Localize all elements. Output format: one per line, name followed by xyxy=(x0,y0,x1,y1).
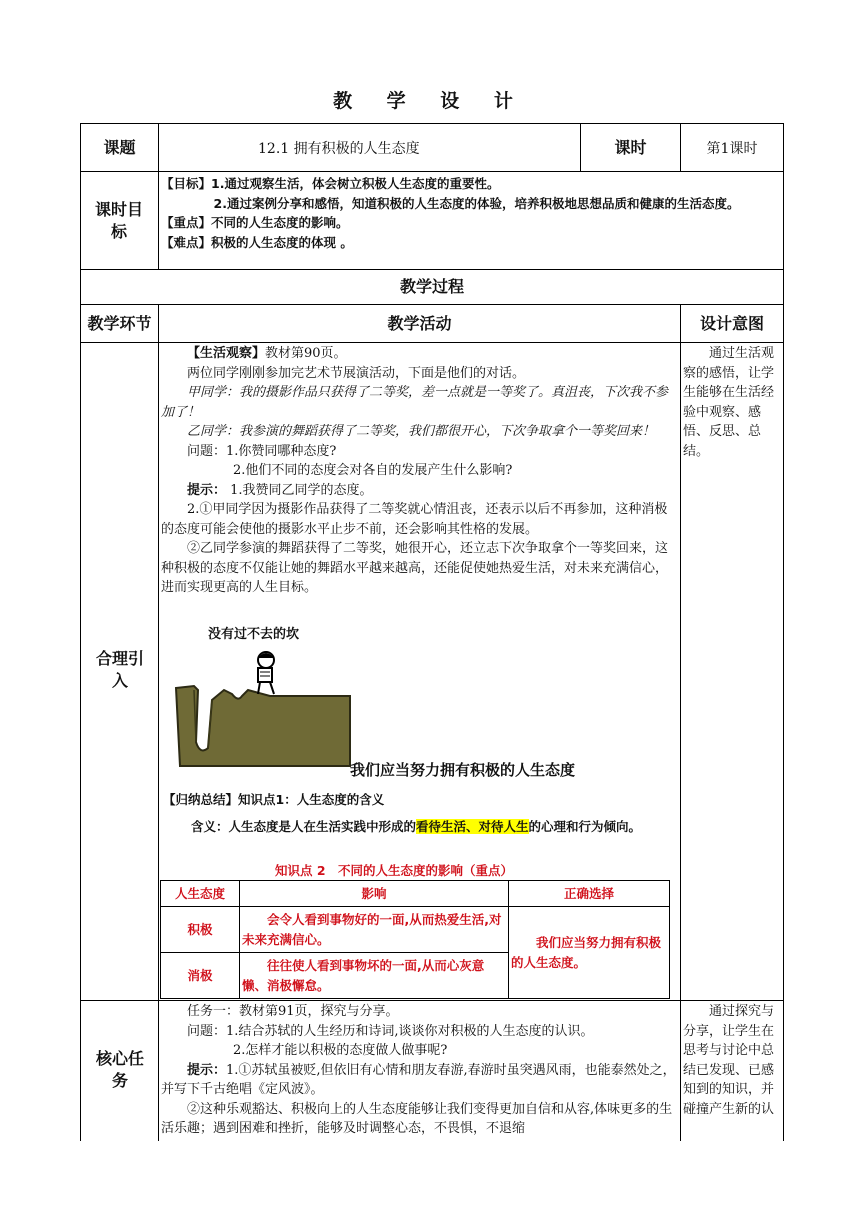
goals-text xyxy=(161,174,779,252)
section2-activity xyxy=(161,1002,677,1140)
task-question-1: 问题：1.结合苏轼的人生经历和诗词,谈谈你对积极的人生态度的认识。 xyxy=(187,1023,594,1039)
section1-stage: 合理引入 xyxy=(96,649,145,690)
task-hint-1: 1.①苏轼虽被贬,但依旧有心情和朋友春游,春游时虽突遇风雨，也能泰然处之，并写下千古绝唱《定风波》。 xyxy=(161,1062,676,1097)
summary-title: 【归纳总结】知识点1：人生态度的含义 xyxy=(163,792,385,807)
goal-line-4: 【难点】积极的人生态度的体现 。 xyxy=(161,234,353,250)
goal-line-2: 2.通过案例分享和感悟，知道积极的人生态度的体验，培养积极地思想品质和健康的生活态度。 xyxy=(213,195,740,211)
topic-value: 12.1 拥有积极的人生态度 xyxy=(258,140,420,157)
dialog-a: 甲同学：我的摄影作品只获得了二等奖，差一点就是一等奖了。真沮丧，下次我不参加了！ xyxy=(161,385,669,420)
col-stage: 教学环节 xyxy=(87,313,152,333)
table-header-choice: 正确选择 xyxy=(509,881,670,907)
col-intent: 设计意图 xyxy=(699,313,764,333)
task-hint-2: ②这种乐观豁达、积极向上的人生态度能够让我们变得更加自信和从容,体味更多的生活乐趣；遇到困难和挫折，能够及时调整心态，不畏惧，不退缩 xyxy=(161,1101,673,1136)
dialog-intro: 两位同学刚刚参加完艺术节展演活动，下面是他们的对话。 xyxy=(187,365,526,381)
image-caption: 我们应当努力拥有积极的人生态度 xyxy=(350,761,576,779)
section1-intent: 通过生活观察的感悟，让学生能够在生活经验中观察、感悟、反思、总结。 xyxy=(683,346,775,459)
table-cell-choice: 我们应当努力拥有积极的人生态度。 xyxy=(509,907,670,999)
definition-prefix: 含义：人生态度是人在生活实践中形成的 xyxy=(191,819,417,834)
period-value: 第1课时 xyxy=(706,140,758,157)
answer-3: ②乙同学参演的舞蹈获得了二等奖，她很开心，还立志下次争取拿个一等奖回来，这种积极的态度不仅能让她的舞蹈水平越来越高，还能促使她热爱生活，对未来充满信心，进而实现更高的人生目标。 xyxy=(161,541,669,595)
observation-title: 【生活观察】 xyxy=(187,346,266,361)
task-question-2: 2.怎样才能以积极的态度做人做事呢? xyxy=(233,1043,448,1058)
goal-line-1: 【目标】1.通过观察生活，体会树立积极人生态度的重要性。 xyxy=(161,176,500,191)
attitude-table xyxy=(160,880,670,999)
process-title: 教学过程 xyxy=(399,277,464,296)
table-header-attitude: 人生态度 xyxy=(161,881,240,907)
table-cell-positive-impact: 会令人看到事物好的一面,从而热爱生活,对未来充满信心。 xyxy=(240,907,509,953)
table-row-negative: 消极 xyxy=(161,953,240,999)
col-activity: 教学活动 xyxy=(387,313,452,333)
question-2: 2.他们不同的态度会对各自的发展产生什么影响? xyxy=(233,463,513,478)
hint-label: 提示： xyxy=(187,482,227,498)
goals-label: 课时目标 xyxy=(95,199,144,241)
section1-activity xyxy=(161,344,677,598)
section2-stage: 核心任务 xyxy=(96,1049,145,1090)
task-1: 任务一：教材第91页，探究与分享。 xyxy=(187,1004,399,1019)
hint-1: 1.我赞同乙同学的态度。 xyxy=(230,482,373,498)
dialog-b: 乙同学：我参演的舞蹈获得了二等奖，我们都很开心，下次争取拿个一等奖回来！ xyxy=(187,424,656,439)
topic-label: 课题 xyxy=(103,137,136,157)
knowledge-point-2: 知识点 2 不同的人生态度的影响（重点） xyxy=(275,863,514,878)
kid-figure xyxy=(258,652,274,694)
task-hint-label: 提示： xyxy=(187,1062,227,1078)
table-row-positive: 积极 xyxy=(161,907,240,953)
question-1: 问题：1.你赞同哪种态度? xyxy=(187,443,337,459)
cliff-terrain xyxy=(176,686,350,766)
period-label: 课时 xyxy=(614,137,647,157)
table-header-impact: 影响 xyxy=(240,881,509,907)
image-title: 没有过不去的坎 xyxy=(208,627,300,642)
cartoon-illustration xyxy=(172,650,352,770)
answer-2: 2.①甲同学因为摄影作品获得了二等奖就心情沮丧，还表示以后不再参加，这种消极的态度可能会使他的摄影水平止步不前，还会影响其性格的发展。 xyxy=(161,502,668,537)
definition xyxy=(161,814,681,840)
definition-suffix: 的心理和行为倾向。 xyxy=(528,819,642,834)
section2-intent: 通过探究与分享，让学生在思考与讨论中总结已发现、已感知到的知识，并碰撞产生新的认 xyxy=(683,1004,775,1117)
goal-line-3: 【重点】不同的人生态度的影响。 xyxy=(161,215,349,230)
observation-text: 教材第90页。 xyxy=(265,346,347,361)
definition-highlight: 看待生活、对待人生 xyxy=(416,819,529,834)
table-cell-negative-impact: 往往使人看到事物坏的一面,从而心灰意懒、消极懈怠。 xyxy=(240,953,509,999)
page-title: 教 学 设 计 xyxy=(333,90,527,112)
